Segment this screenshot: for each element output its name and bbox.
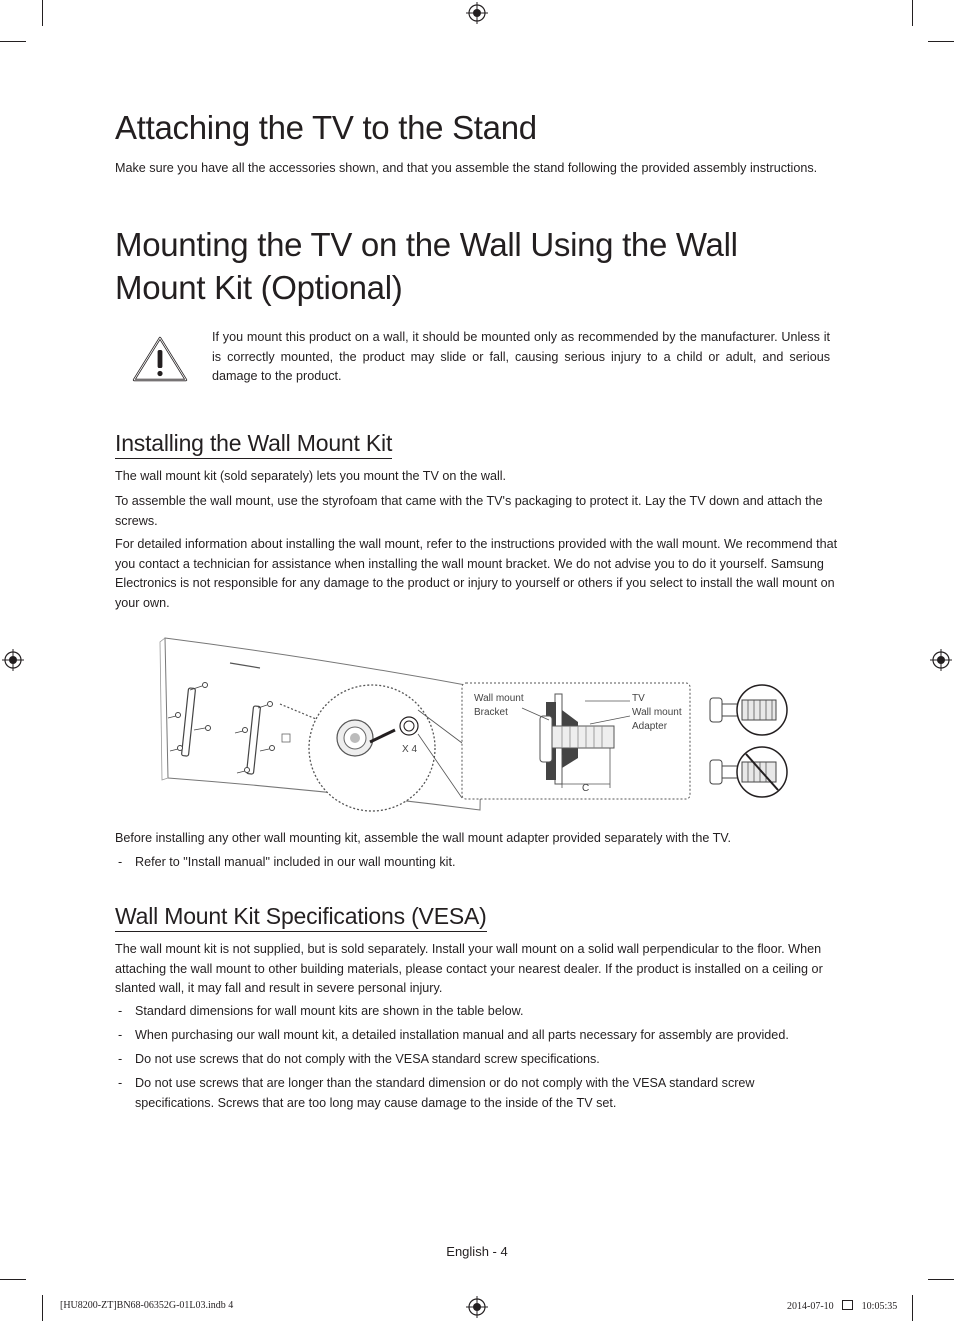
registration-mark-icon [930, 649, 952, 671]
tv-back-illustration [150, 630, 800, 815]
adapter-label [632, 692, 682, 734]
paragraph: The wall mount kit is not supplied, but is sold separately. Install your wall mount on a solid wall perpendicular to the floor. When attaching the wall mount to other building materials, please contact your nearest dealer. If the product is installed on a ceiling or slanted wall, it may fall and result in severe personal injury. [115, 942, 823, 995]
crop-mark [42, 0, 43, 26]
note-text: Refer to "Install manual" included in our wall mounting kit. [135, 855, 456, 869]
crop-mark [928, 41, 954, 42]
registration-mark-icon [466, 2, 488, 24]
label-line: Wall mount [632, 707, 682, 718]
stand-instructions-text: Make sure you have all the accessories shown, and that you assemble the stand following the provided assembly instructions. [115, 161, 818, 175]
list-item [115, 1002, 820, 1022]
title-line: Mount Kit (Optional) [115, 269, 403, 306]
warning-text: If you mount this product on a wall, it should be mounted only as recommended by the manufacturer. Unless it is correctly mounted, the product may slide or fall, causing serious injury to a child or adult, and serious damage to the product. [212, 330, 830, 383]
wall-mount-figure [150, 630, 800, 815]
note-item [115, 853, 840, 873]
footer-timestamp [787, 1300, 897, 1312]
list-item-text: When purchasing our wall mount kit, a detailed installation manual and all parts necessary for assembly are provided. [135, 1028, 789, 1042]
label-line: Adapter [632, 721, 668, 732]
vesa-notes-list [115, 1002, 820, 1113]
label-line: Bracket [474, 707, 508, 718]
footer-time: 10:05:35 [861, 1301, 898, 1312]
glyph-box-icon [842, 1300, 853, 1310]
label-line: TV [632, 693, 645, 704]
list-item [115, 1026, 820, 1046]
crop-mark [42, 1295, 43, 1321]
subsection-title: Installing the Wall Mount Kit [115, 428, 392, 459]
dash: - [118, 855, 123, 869]
section-title-wall-mount [115, 223, 835, 309]
crop-mark [0, 1279, 26, 1280]
paragraph: Before installing any other wall mounting kit, assemble the wall mount adapter provided separately with the TV. [115, 831, 732, 845]
page-number [0, 1244, 954, 1259]
page-number-text: English - 4 [446, 1244, 508, 1259]
list-item [115, 1074, 815, 1113]
registration-mark-icon [466, 1296, 488, 1318]
subsection-title: Wall Mount Kit Specifications (VESA) [115, 901, 487, 932]
registration-mark-icon [2, 649, 24, 671]
footer-file-name: [HU8200-ZT]BN68-06352G-01L03.indb 4 [60, 1300, 234, 1311]
paragraph: The wall mount kit (sold separately) lets you mount the TV on the wall. [115, 469, 507, 483]
crop-mark [912, 1295, 913, 1321]
section-heading-vesa [115, 901, 487, 932]
dash: - [118, 1076, 123, 1090]
dash: - [118, 1052, 123, 1066]
dash: - [118, 1028, 123, 1042]
crop-mark [0, 41, 26, 42]
dimension-c-label: C [582, 783, 590, 794]
footer-date: 2014-07-10 [787, 1301, 834, 1312]
screw-count-label: X 4 [402, 744, 418, 755]
list-item-text: Do not use screws that are longer than the standard dimension or do not comply with the VESA standard screw specifications. Screws that are too long may cause damage to the inside of the TV set. [135, 1076, 755, 1110]
list-item [115, 1050, 820, 1070]
list-item-text: Do not use screws that do not comply with the VESA standard screw specifications. [135, 1052, 600, 1066]
section-title-stand: Attaching the TV to the Stand [115, 109, 537, 146]
dash: - [118, 1004, 123, 1018]
crop-mark [912, 0, 913, 26]
crop-mark [928, 1279, 954, 1280]
paragraph: To assemble the wall mount, use the styrofoam that came with the TV's packaging to protect it. Lay the TV down and attach the screws. [115, 494, 823, 528]
list-item-text: Standard dimensions for wall mount kits are shown in the table below. [135, 1004, 524, 1018]
section-heading-install [115, 428, 392, 459]
title-line: Mounting the TV on the Wall Using the Wall [115, 226, 738, 263]
paragraph: For detailed information about installing the wall mount, refer to the instructions provided with the wall mount. We recommend that you contact a technician for assistance when installing the wall mount bracket. We do not advise you to do it yourself. Samsung Electronics is not responsible for any damage to the product or injury to yourself or others if you select to install the wall mount on your own. [115, 537, 838, 610]
warning-triangle-icon [131, 335, 189, 383]
label-line: Wall mount [474, 693, 524, 704]
bracket-label [474, 692, 524, 720]
